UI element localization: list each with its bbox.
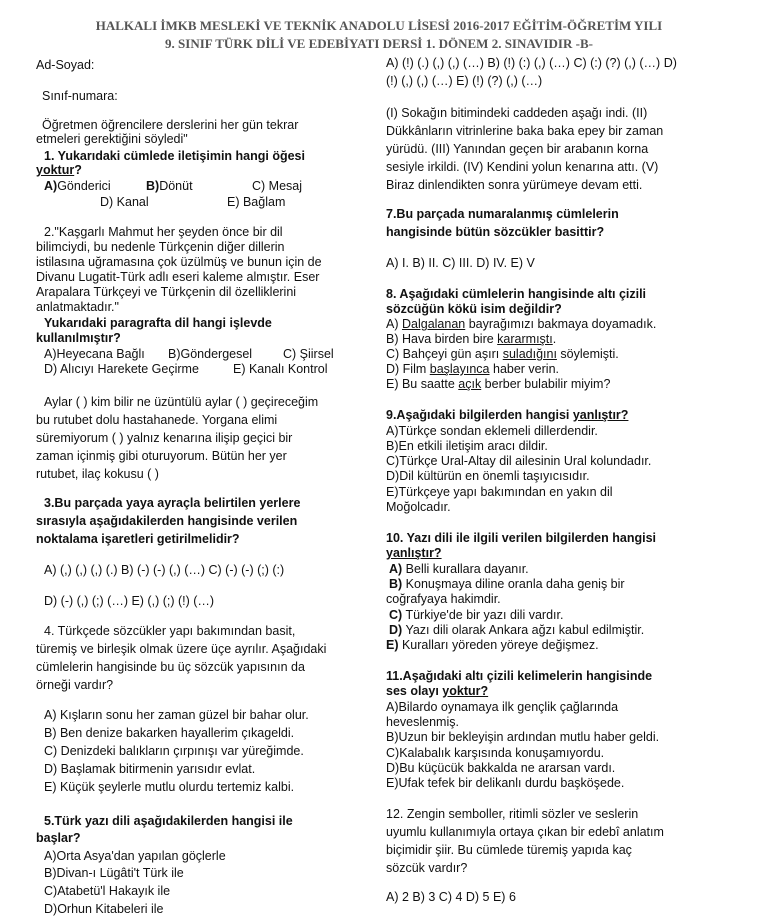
- q1-option-d: D) Kanal: [100, 195, 149, 209]
- q10-a-text: Belli kurallara dayanır.: [402, 562, 529, 576]
- q3-text-line: bu rutubet dolu hastahanede. Yorgana elimi: [36, 413, 278, 427]
- q2-text-line: 2."Kaşgarlı Mahmut her şeyden önce bir dil: [44, 225, 283, 239]
- q8-c-pre: C) Bahçeyi gün aşırı: [386, 347, 503, 361]
- q11-stem-text: ses olayı: [386, 684, 443, 698]
- q8-a-post: bayrağımızı bakmaya doyamadık.: [465, 317, 657, 331]
- q1-stem-end: [36, 163, 82, 178]
- q1-b-text: Dönüt: [159, 179, 193, 193]
- q5-option-b: B)Divan-ı Lügâti't Türk ile: [44, 866, 184, 880]
- q8-b-underlined: kararmıştı: [497, 332, 553, 346]
- q2-option-d: D) Alıcıyı Harekete Geçirme: [44, 362, 199, 376]
- name-label: Ad-Soyad:: [36, 58, 95, 72]
- q8-a-pre: A): [386, 317, 402, 331]
- q2-option-c: C) Şiirsel: [283, 347, 334, 361]
- q9-option-d: D)Dil kültürün en önemli taşıyıcısıdır.: [386, 469, 590, 483]
- q3-text-line: Aylar ( ) kim bilir ne üzüntülü aylar ( ) geçireceğim: [44, 395, 319, 409]
- q7-text-line: sesiyle irkildi. (IV) Kendini yolun kenarına attı. (V): [386, 160, 659, 174]
- q8-option-e: [386, 377, 610, 392]
- q5-option-d: D)Orhun Kitabeleri ile: [44, 902, 164, 916]
- q8-d-pre: D) Film: [386, 362, 430, 376]
- q1-option-e: E) Bağlam: [227, 195, 286, 209]
- q3-stem: noktalama işaretleri getirilmelidir?: [36, 532, 240, 546]
- q10-a-letter: A): [389, 562, 403, 576]
- q3-stem: sırasıyla aşağıdakilerden hangisinde verilen: [36, 514, 298, 528]
- q7-options: A) I. B) II. C) III. D) IV. E) V: [386, 256, 535, 270]
- q10-c-text: Türkiye'de bir yazı dili vardır.: [402, 608, 564, 622]
- q8-option-d: [386, 362, 559, 377]
- q2-text-line: Arapalara Türkçeyi ve Türkçenin dil özelliklerini: [36, 285, 297, 299]
- q10-option-b-cont: coğrafyaya hakimdir.: [386, 592, 501, 606]
- q8-e-underlined: açık: [458, 377, 482, 391]
- q5-stem: 5.Türk yazı dili aşağıdakilerden hangisi ile: [44, 814, 293, 828]
- q4-stem: örneği vardır?: [36, 678, 114, 692]
- q10-c-letter: C): [389, 608, 403, 622]
- q3-options-row-1: A) (,) (,) (,) (.) B) (-) (-) (,) (…) C) (-) (-) (;) (:): [44, 563, 285, 577]
- q10-stem: 10. Yazı dili ile ilgili verilen bilgilerden hangisi: [386, 531, 656, 545]
- q10-e-text: Kuralları yöreden yöreye değişmez.: [398, 638, 599, 652]
- q4-option-b: B) Ben denize bakarken hayallerim çıkageldi.: [44, 726, 295, 740]
- q9-stem-text: 9.Aşağıdaki bilgilerden hangisi: [386, 408, 573, 422]
- q5-stem: başlar?: [36, 831, 81, 845]
- q8-stem: sözcüğün kökü isim değildir?: [386, 302, 562, 316]
- q10-b-text: Konuşmaya diline oranla daha geniş bir: [402, 577, 625, 591]
- q8-d-post: haber verin.: [489, 362, 559, 376]
- q8-option-b: [386, 332, 556, 347]
- q8-a-underlined: Dalgalanan: [401, 317, 466, 331]
- q4-option-c: C) Denizdeki balıkların çırpınışı var yüreğimde.: [44, 744, 304, 758]
- q1-stem: 1. Yukarıdaki cümlede iletişimin hangi öğesi: [44, 149, 305, 163]
- q1-b-letter: B): [146, 179, 160, 193]
- q8-b-post: .: [552, 332, 557, 346]
- q2-option-e: E) Kanalı Kontrol: [233, 362, 328, 376]
- q10-option-c: [389, 608, 563, 623]
- q5-option-a: A)Orta Asya'dan yapılan göçlerle: [44, 849, 226, 863]
- q3-text-line: süremiyorum ( ) yalnız kenarına ilişip geçici bir: [36, 431, 293, 445]
- q12-options: A) 2 B) 3 C) 4 D) 5 E) 6: [386, 890, 516, 904]
- q2-option-a: A)Heyecana Bağlı: [44, 347, 145, 361]
- q9-option-e-cont: Moğolcadır.: [386, 500, 451, 514]
- q9-option-c: C)Türkçe Ural-Altay dil ailesinin Ural kolundadır.: [386, 454, 652, 468]
- q7-text-line: (I) Sokağın bitimindeki caddeden aşağı indi. (II): [386, 106, 648, 120]
- q8-option-c: [386, 347, 619, 362]
- q1-a-letter: A): [44, 179, 58, 193]
- q3-options-row-2: D) (-) (,) (;) (…) E) (,) (;) (!) (…): [44, 594, 215, 608]
- q10-stem-underlined: yanlıştır?: [386, 546, 442, 560]
- q9-option-e: E)Türkçeye yapı bakımından en yakın dil: [386, 485, 613, 499]
- q7-stem: 7.Bu parçada numaralanmış cümlelerin: [386, 207, 619, 221]
- q12-stem: 12. Zengin semboller, ritimli sözler ve seslerin: [386, 807, 639, 821]
- q3-stem: 3.Bu parçada yaya ayraçla belirtilen yerlere: [44, 496, 301, 510]
- q2-stem: kullanılmıştır?: [36, 331, 121, 345]
- q7-text-line: yürüdü. (III) Yanından geçen bir arabanın korna: [386, 142, 649, 156]
- q2-text-line: Divanu Lugatit-Türk adlı eseri kaleme almıştır. Eser: [36, 270, 320, 284]
- q10-d-text: Yazı dili olarak Ankara ağzı kabul edilmiştir.: [402, 623, 645, 637]
- q3-text-line: zaman içinmiş gibi oturuyorum. Bütün her yer: [36, 449, 287, 463]
- q1-a-text: Gönderici: [57, 179, 111, 193]
- q7-text-line: Dükkânların vitrinlerine baka baka epey bir zaman: [386, 124, 664, 138]
- q4-option-e: E) Küçük şeylerle mutlu olurdu tertemiz kalbi.: [44, 780, 295, 794]
- q8-stem: 8. Aşağıdaki cümlelerin hangisinde altı çizili: [386, 287, 647, 301]
- q4-option-d: D) Başlamak bitirmenin yarısıdır evlat.: [44, 762, 256, 776]
- q8-e-pre: E) Bu saatte: [386, 377, 459, 391]
- q1-quote-line: etmeleri gerektiğini söyledi": [36, 132, 188, 146]
- q10-e-letter: E): [386, 638, 399, 652]
- q4-stem: türemiş ve birleşik olmak üzere üçe ayrılır. Aşağıdaki: [36, 642, 327, 656]
- q2-option-b: B)Göndergesel: [168, 347, 253, 361]
- q11-option-d: D)Bu küçücük bakkalda ne ararsan vardı.: [386, 761, 616, 775]
- q6-options-row-1: A) (!) (.) (,) (,) (…) B) (!) (:) (,) (…) C) (:) (?) (,) (…) D): [386, 56, 677, 70]
- q10-b-letter: B): [389, 577, 403, 591]
- q11-option-a: A)Bilardo oynamaya ilk gençlik çağlarında: [386, 700, 619, 714]
- q5-option-c: C)Atabetü'l Hakayık ile: [44, 884, 171, 898]
- q11-option-e: E)Ufak tefek bir delikanlı durdu başköşede.: [386, 776, 625, 790]
- number-label: Sınıf-numara:: [42, 89, 118, 103]
- q2-text-line: anlatmaktadır.": [36, 300, 119, 314]
- q10-d-letter: D): [389, 623, 403, 637]
- q8-d-underlined: başlayınca: [429, 362, 490, 376]
- q2-text-line: bilimciydi, bu nedenle Türkçenin diğer dillerin: [36, 240, 285, 254]
- q10-option-d: [389, 623, 644, 638]
- q10-option-b: [389, 577, 625, 592]
- q8-e-post: berber bulabilir miyim?: [481, 377, 611, 391]
- q9-option-a: A)Türkçe sondan eklemeli dillerdendir.: [386, 424, 598, 438]
- q1-underline: yoktur: [36, 163, 75, 177]
- q11-option-a-cont: heveslenmiş.: [386, 715, 459, 729]
- q1-option-b: [146, 179, 193, 194]
- q12-stem: sözcük vardır?: [386, 861, 468, 875]
- q7-stem: hangisinde bütün sözcükler basittir?: [386, 225, 605, 239]
- q1-quote-line: Öğretmen öğrencilere derslerini her gün tekrar: [42, 118, 299, 132]
- q11-option-c: C)Kalabalık karşısında konuşamıyordu.: [386, 746, 605, 760]
- q1-option-a: [44, 179, 111, 194]
- q11-option-b: B)Uzun bir bekleyişin ardından mutlu haber geldi.: [386, 730, 660, 744]
- q7-text-line: Biraz dinlendikten sonra yürümeye devam etti.: [386, 178, 643, 192]
- q10-option-a: [389, 562, 529, 577]
- q1-qmark: ?: [74, 163, 82, 177]
- header-line-2: 9. SINIF TÜRK DİLİ VE EDEBİYATI DERSİ 1. DÖNEM 2. SINAVIDIR -B-: [165, 36, 593, 51]
- q9-option-b: B)En etkili iletişim aracı dildir.: [386, 439, 548, 453]
- q8-c-underlined: suladığını: [502, 347, 557, 361]
- q8-b-pre: B) Hava birden bire: [386, 332, 498, 346]
- q6-options-row-2: (!) (,) (,) (…) E) (!) (?) (,) (…): [386, 74, 543, 88]
- q4-stem: 4. Türkçede sözcükler yapı bakımından basit,: [44, 624, 296, 638]
- q11-stem-cont: [386, 684, 488, 699]
- q1-option-c: C) Mesaj: [252, 179, 303, 193]
- q8-c-post: söylemişti.: [556, 347, 619, 361]
- header-line-1: HALKALI İMKB MESLEKİ VE TEKNİK ANADOLU LİSESİ 2016-2017 EĞİTİM-ÖĞRETİM YILI: [95, 18, 663, 33]
- q2-text-line: istilasına uğramasına çok üzülmüş ve bunun için de: [36, 255, 322, 269]
- q8-option-a: [386, 317, 656, 332]
- q3-text-line: rutubet, ilaç kokusu ( ): [36, 467, 159, 481]
- q10-option-e: [386, 638, 599, 653]
- q12-stem: biçimidir şiir. Bu cümlede türemiş yapıda kaç: [386, 843, 632, 857]
- q2-stem: Yukarıdaki paragrafta dil hangi işlevde: [44, 316, 272, 330]
- q11-stem-underlined: yoktur?: [442, 684, 489, 698]
- q9-stem: [386, 408, 628, 423]
- q12-stem: uyumlu kullanımıyla ortaya çıkan bir edebî anlatım: [386, 825, 664, 839]
- q11-stem: 11.Aşağıdaki altı çizili kelimelerin hangisinde: [386, 669, 653, 683]
- q4-stem: cümlelerin hangisinde bu üç sözcük yapısının da: [36, 660, 305, 674]
- q4-option-a: A) Kışların sonu her zaman güzel bir bahar olur.: [44, 708, 309, 722]
- q9-stem-underlined: yanlıştır?: [572, 408, 629, 422]
